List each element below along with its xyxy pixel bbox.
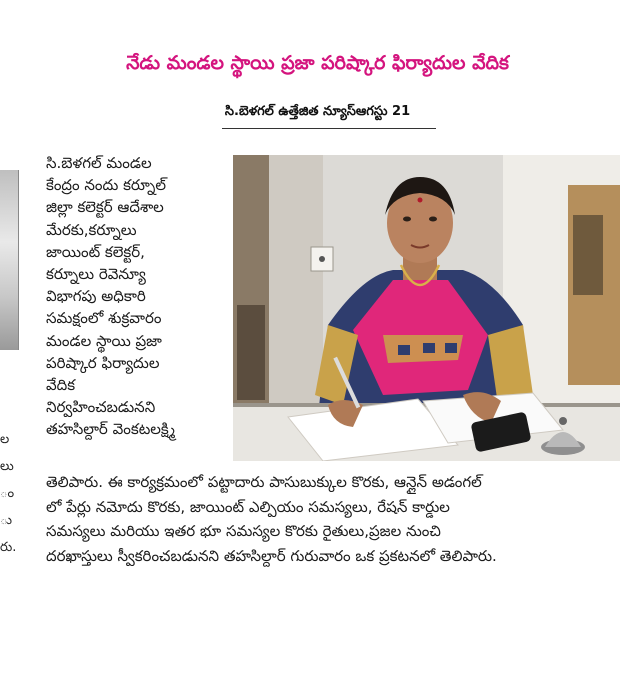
article-full-width-text xyxy=(46,470,616,568)
photo-official-at-desk-icon xyxy=(233,155,620,461)
dateline: సి.బెళగల్ ఉత్తేజిత న్యూస్ఆగస్టు 21 xyxy=(224,104,411,119)
text-line: దరఖాస్తులు స్వీకరించబడునని తహసిల్దార్ గురువారం ఒక ప్రకటనలో తెలిపారు. xyxy=(46,546,497,565)
text-line: సమక్షంలో శుక్రవారం xyxy=(46,309,162,328)
official-photo xyxy=(233,155,620,461)
text-line: లో పేర్లు నమోదు కొరకు, జాయింట్ ఎల్పియం సమస్యలు, రేషన్ కార్డుల xyxy=(46,497,450,516)
fragment-char: ం xyxy=(0,486,15,501)
text-line: మేరకు,కర్నూలు xyxy=(46,220,137,239)
text-line: జిల్లా కలెక్టర్ ఆదేశాల xyxy=(46,198,164,217)
fragment-char: రు. xyxy=(0,540,17,555)
text-line: కేంద్రం నందు కర్నూల్ xyxy=(46,176,166,195)
fragment-char: లు xyxy=(0,459,14,474)
dateline-underline xyxy=(222,128,436,129)
fragment-char: ు xyxy=(0,513,13,528)
adjacent-article-photo-fragment xyxy=(0,170,19,350)
text-line: నిర్వహించబడునని xyxy=(46,398,156,417)
headline: నేడు మండల స్థాయి ప్రజా పరిష్కార ఫిర్యాదుల వేదిక xyxy=(126,52,509,74)
text-line: పరిష్కార ఫిర్యాదుల xyxy=(46,353,160,372)
text-line: మండల స్థాయి ప్రజా xyxy=(46,331,162,350)
fragment-char: ల xyxy=(0,432,10,447)
text-line: తెలిపారు. ఈ కార్యక్రమంలో పట్టాదారు పాసుబుక్కుల కొరకు, ఆన్లైన్ అడంగల్ xyxy=(46,473,482,491)
adjacent-article-text-fragment xyxy=(0,432,18,567)
article-column-text xyxy=(46,152,231,441)
text-line: తహసిల్దార్ వెంకటలక్ష్మి xyxy=(46,420,176,439)
text-line: సి.బెళగల్ మండల xyxy=(46,154,152,172)
text-line: విభాగపు అధికారి xyxy=(46,287,146,306)
text-line: సమస్యలు మరియు ఇతర భూ సమస్యల కొరకు రైతులు,ప్రజల నుంచి xyxy=(46,522,441,540)
text-line: జాయింట్ కలెక్టర్, xyxy=(46,242,145,261)
text-line: వేదిక xyxy=(46,376,76,395)
text-line: కర్నూలు రెవెన్యూ xyxy=(46,265,146,284)
